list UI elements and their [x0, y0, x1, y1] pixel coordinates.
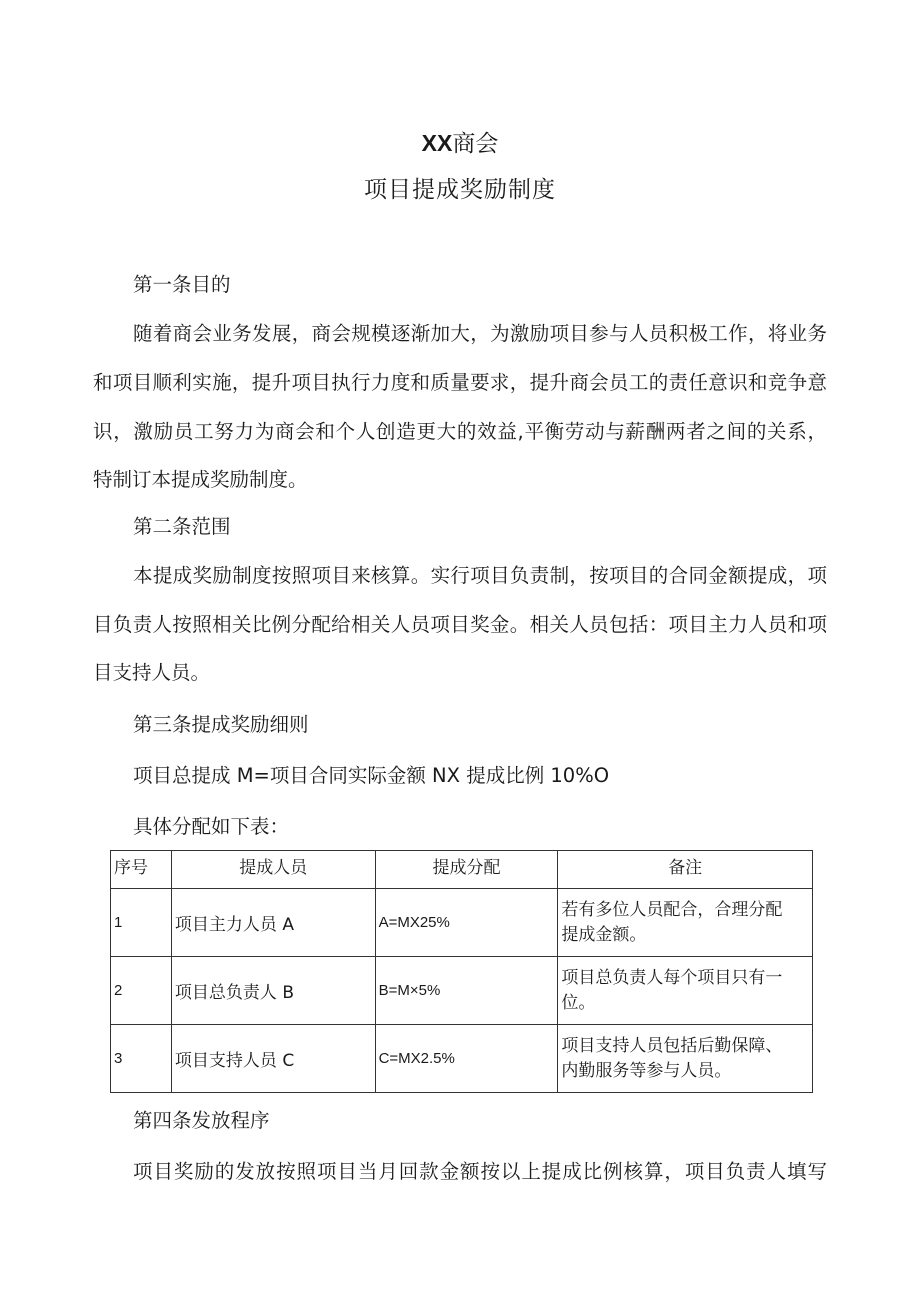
- section-2-paragraph-line-3: 目支持人员。: [93, 661, 211, 684]
- document-title: 项目提成奖励制度: [364, 177, 556, 203]
- note-line: 项目支持人员包括后勤保障、: [561, 1035, 783, 1056]
- note-cell: [558, 957, 813, 1025]
- person-cell: 项目支持人员 C: [171, 1025, 375, 1093]
- table-header-cell: 提成分配: [375, 851, 558, 889]
- person-cell: 项目主力人员 A: [171, 889, 375, 957]
- note-line: 位。: [561, 992, 596, 1013]
- section-1-paragraph-line-3: 识，激励员工努力为商会和个人创造更大的效益,平衡劳动与薪酬两者之间的关系，: [93, 420, 827, 443]
- table-intro: 具体分配如下表：: [133, 815, 290, 838]
- section-1-heading: 第一条目的: [133, 273, 231, 296]
- allocation-cell: C=MX2.5%: [375, 1025, 558, 1093]
- section-1-paragraph-line-1: 随着商会业务发展，商会规模逐渐加大，为激励项目参与人员积极工作，将业务: [133, 322, 827, 345]
- section-1-paragraph-line-4: 特制订本提成奖励制度。: [93, 468, 308, 491]
- section-4-heading: 第四条发放程序: [133, 1109, 270, 1132]
- table-row: [111, 1025, 813, 1093]
- section-2-paragraph-line-2: 目负责人按照相关比例分配给相关人员项目奖金。相关人员包括：项目主力人员和项: [93, 613, 827, 636]
- table-header-cell: 备注: [558, 851, 813, 889]
- note-line: 提成金额。: [561, 924, 647, 945]
- note-cell: [558, 1025, 813, 1093]
- table-header-cell: 序号: [111, 851, 172, 889]
- table-header-row: [111, 851, 813, 889]
- table-row: [111, 957, 813, 1025]
- table-header-cell: 提成人员: [171, 851, 375, 889]
- row-number-cell: 3: [111, 1025, 172, 1093]
- note-line: 若有多位人员配合，合理分配: [561, 899, 783, 920]
- section-4-paragraph-line-1: 项目奖励的发放按照项目当月回款金额按以上提成比例核算，项目负责人填写: [133, 1160, 827, 1183]
- section-2-paragraph-line-1: 本提成奖励制度按照项目来核算。实行项目负责制，按项目的合同金额提成，项: [133, 564, 827, 587]
- organization-title-prefix: XX: [421, 130, 453, 156]
- note-cell: [558, 889, 813, 957]
- allocation-cell: A=MX25%: [375, 889, 558, 957]
- section-1-paragraph-line-2: 和项目顺利实施，提升项目执行力度和质量要求，提升商会员工的责任意识和竞争意: [93, 371, 827, 394]
- table-row: [111, 889, 813, 957]
- commission-formula: 项目总提成 M=项目合同实际金额 NX 提成比例 10%O: [133, 764, 610, 787]
- allocation-cell: B=M×5%: [375, 957, 558, 1025]
- section-2-heading: 第二条范围: [133, 515, 231, 538]
- note-line: 项目总负责人每个项目只有一: [561, 967, 783, 988]
- organization-title-suffix: 商会: [452, 131, 499, 157]
- note-line: 内勤服务等参与人员。: [561, 1060, 732, 1081]
- commission-distribution-table: [110, 850, 813, 1093]
- section-3-heading: 第三条提成奖励细则: [133, 713, 309, 736]
- person-cell: 项目总负责人 B: [171, 957, 375, 1025]
- row-number-cell: 2: [111, 957, 172, 1025]
- organization-title: [0, 127, 920, 160]
- row-number-cell: 1: [111, 889, 172, 957]
